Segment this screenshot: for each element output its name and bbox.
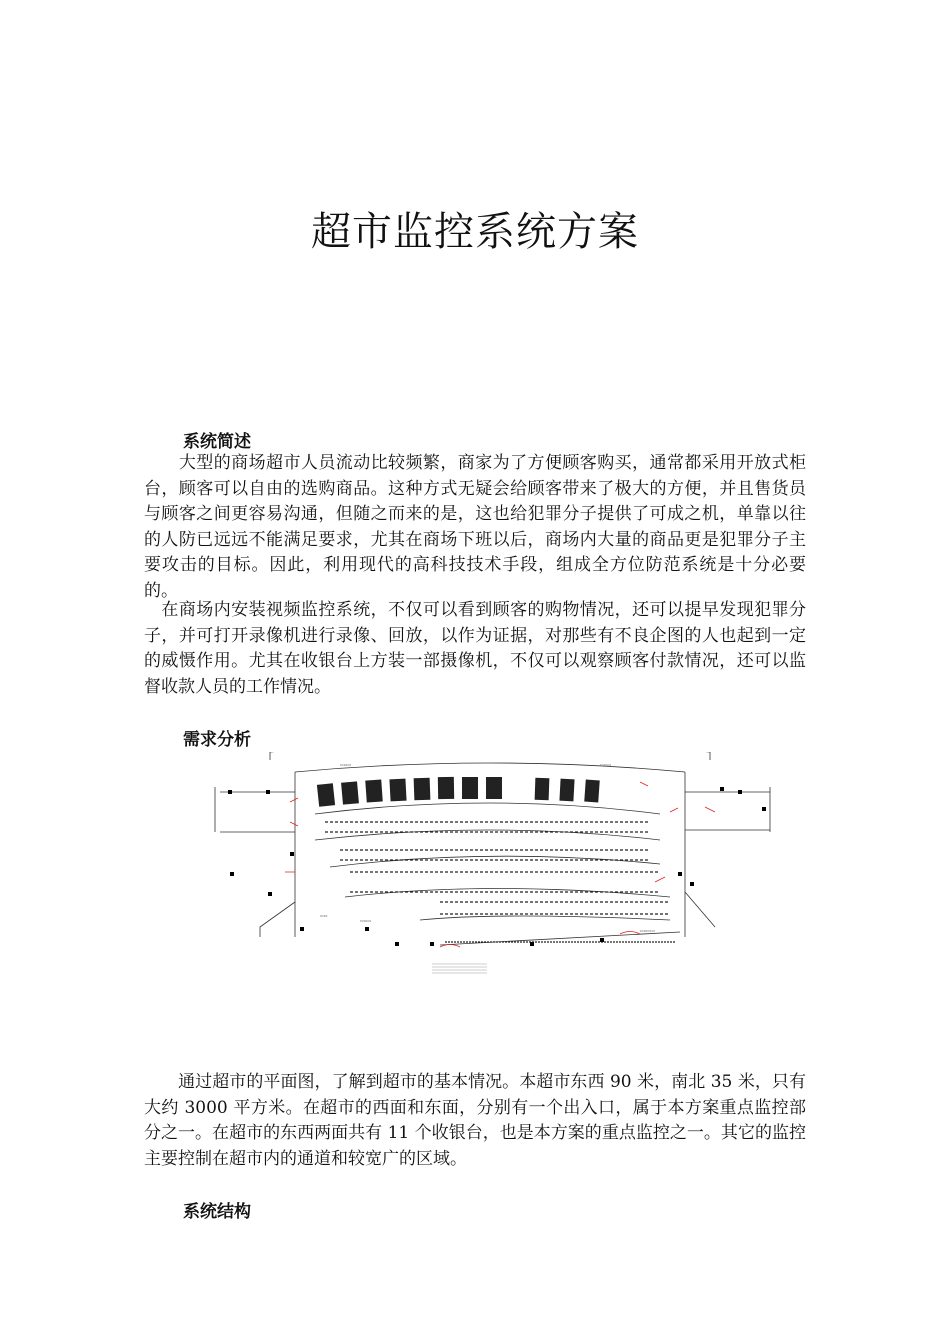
svg-text:▭▭▭: ▭▭▭ bbox=[340, 762, 352, 767]
document-title: 超市监控系统方案 bbox=[311, 209, 639, 255]
paragraph-overview-2: 在商场内安装视频监控系统，不仅可以看到顾客的购物情况，还可以提早发现犯罪分子，并可打开录像机进行录像、回放，以作为证据，对那些有不良企图的人也起到一定的威慑作用。尤其在收银台上方装一部摄像机，不仅可以观察顾客付款情况，还可以监督收款人员的工作情况。 bbox=[144, 600, 806, 697]
svg-text:▭▭▭: ▭▭▭ bbox=[360, 918, 372, 923]
paragraph-requirements-1: 通过超市的平面图，了解到超市的基本情况。本超市东西 90 米，南北 35 米，只有大约 3000 平方米。在超市的西面和东面，分别有一个出入口，属于本方案重点监控部分之一。在超市的东西两面共有 11 个收银台，也是本方案的重点监控之一。其它的监控主要控制在超市内的通道和较宽广的区域。 bbox=[144, 1072, 806, 1169]
svg-text:▭▭▭: ▭▭▭ bbox=[600, 762, 612, 767]
section-heading-requirements: 需求分析 bbox=[183, 730, 251, 750]
floor-plan-image bbox=[200, 752, 780, 987]
section-heading-structure: 系统结构 bbox=[183, 1202, 251, 1222]
paragraph-overview-1: 大型的商场超市人员流动比较频繁，商家为了方便顾客购买，通常都采用开放式柜台，顾客可以自由的选购商品。这种方式无疑会给顾客带来了极大的方便，并且售货员与顾客之间更容易沟通，但随之而来的是，这也给犯罪分子提供了可成之机，单靠以往的人防已远远不能满足要求，尤其在商场下班以后，商场内大量的商品更是犯罪分子主要攻击的目标。因此，利用现代的高科技技术手段，组成全方位防范系统是十分必要的。 bbox=[144, 453, 806, 601]
section-heading-overview: 系统简述 bbox=[183, 432, 251, 452]
svg-text:▭▭: ▭▭ bbox=[320, 913, 328, 918]
svg-text:▭▭▭▭: ▭▭▭▭ bbox=[640, 928, 656, 933]
